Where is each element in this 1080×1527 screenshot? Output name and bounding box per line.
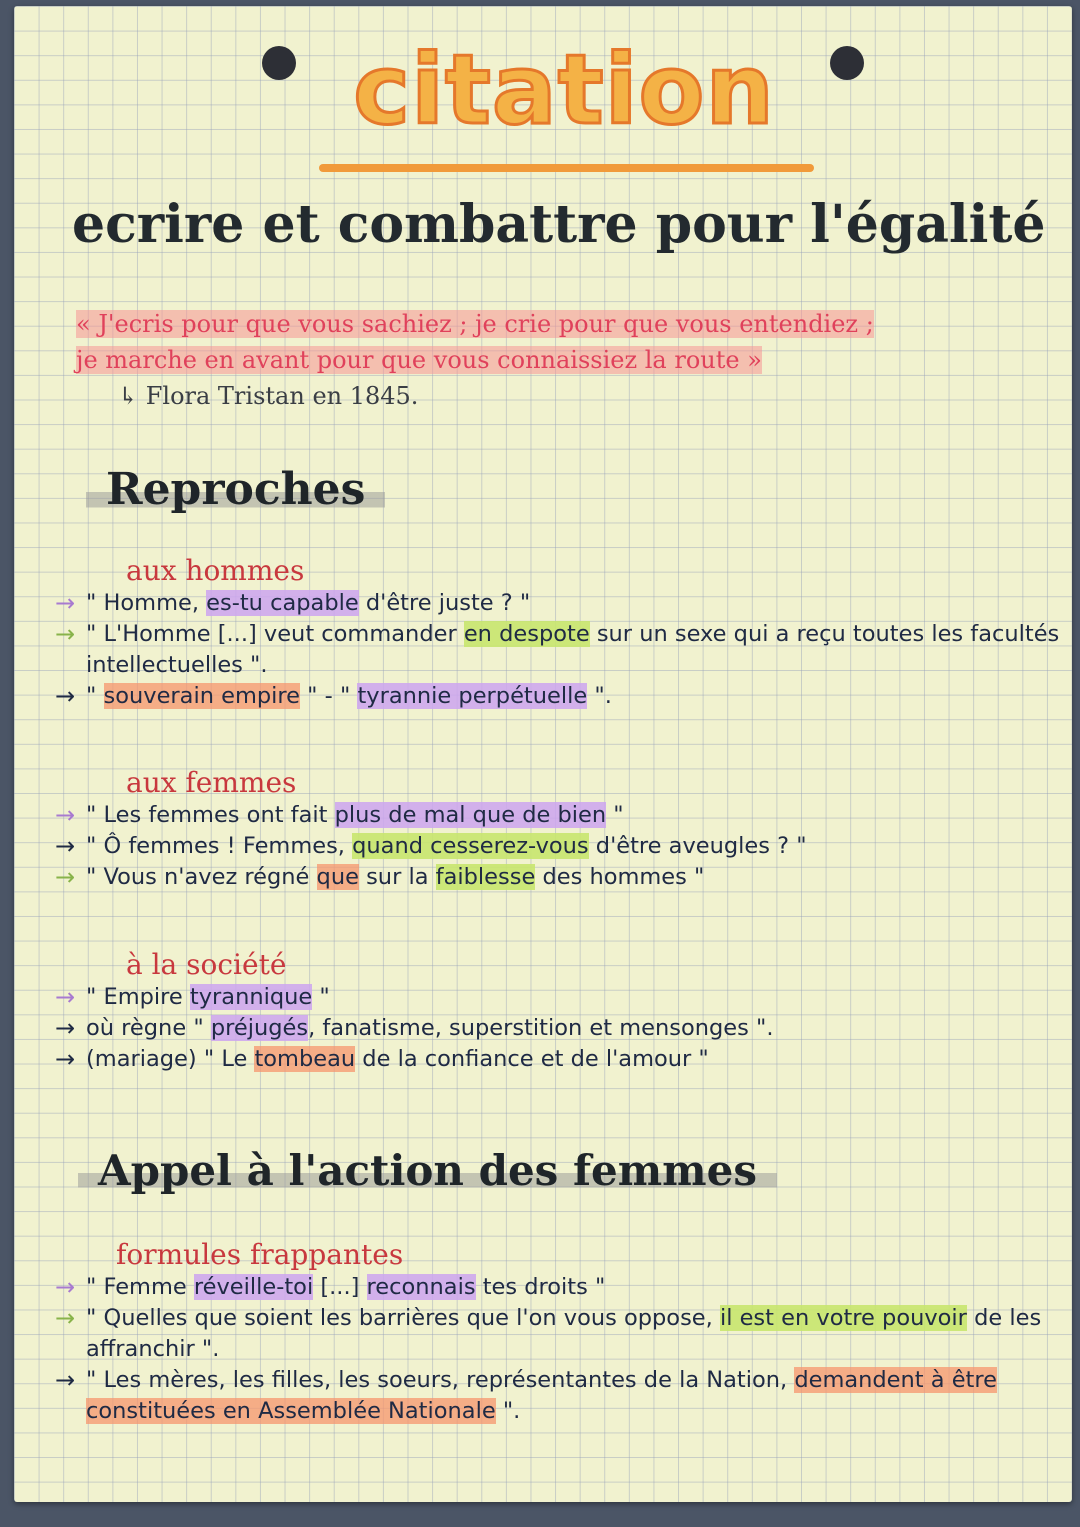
subsection-label-femmes: aux femmes (126, 766, 297, 799)
highlight: il est en votre pouvoir (719, 1305, 967, 1331)
item-text: sur un sexe qui a reçu toutes les facultés intellectuelles ". (86, 621, 1060, 678)
item-text: sur la (358, 864, 436, 890)
appel-section (44, 1238, 1064, 1427)
arrow-icon: → (54, 682, 76, 710)
item-text: " Quelles que soient les barrières que l'on vous oppose, (86, 1305, 720, 1331)
title-underline (319, 164, 814, 172)
item-text: d'être aveugles ? " (588, 833, 807, 859)
highlight: demandent à être constituées en Assemblée Nationale (86, 1367, 997, 1424)
item-text: " Ô femmes ! Femmes, (86, 833, 353, 859)
item-text: " (86, 683, 104, 709)
highlight: tombeau (254, 1046, 356, 1072)
item-text: tes droits " (475, 1274, 606, 1300)
item-text: [...] (313, 1274, 367, 1300)
item-text: " Femme (86, 1274, 194, 1300)
list-item (44, 982, 1064, 1013)
reproches-hommes (44, 554, 1064, 712)
list-item (44, 619, 1064, 681)
subsection-label-hommes: aux hommes (126, 554, 305, 587)
highlight: que (316, 864, 359, 890)
item-text: " Les mères, les filles, les soeurs, représentantes de la Nation, (86, 1367, 795, 1393)
list-item (44, 1303, 1064, 1365)
quote-author: ↳ Flora Tristan en 1845. (118, 382, 419, 410)
item-text: de les affranchir ". (86, 1305, 1042, 1362)
highlight: es-tu capable (206, 590, 359, 616)
list-item (44, 831, 1064, 862)
item-text: de la confiance et de l'amour " (355, 1046, 709, 1072)
arrow-icon: → (54, 983, 76, 1011)
highlight: faiblesse (435, 864, 536, 890)
arrow-icon: → (54, 863, 76, 891)
highlight: reconnais (366, 1274, 476, 1300)
arrow-icon: → (54, 801, 76, 829)
highlight: en despote (463, 621, 590, 647)
quote-line-2: je marche en avant pour que vous connaissiez la route » (76, 346, 762, 374)
item-text: , fanatisme, superstition et mensonges ". (308, 1015, 774, 1041)
item-text: ". (495, 1398, 521, 1424)
notebook-page (14, 6, 1072, 1502)
list-item (44, 862, 1064, 893)
arrow-icon: → (54, 589, 76, 617)
reproches-societe (44, 948, 1064, 1075)
item-text: (mariage) " Le (86, 1046, 255, 1072)
item-text: où règne " (86, 1015, 211, 1041)
item-text: d'être juste ? " (358, 590, 531, 616)
quote-block (76, 306, 1066, 414)
arrow-icon: → (54, 1304, 76, 1332)
list-item (44, 1013, 1064, 1044)
quote-line-1: « J'ecris pour que vous sachiez ; je crie pour que vous entendiez ; (76, 310, 874, 338)
list-item (44, 1365, 1064, 1427)
arrow-icon: → (54, 620, 76, 648)
section-appel-heading: Appel à l'action des femmes (78, 1146, 777, 1195)
item-text: " Les femmes ont fait (86, 802, 335, 828)
item-text: " - " (300, 683, 358, 709)
highlight: quand cesserez-vous (352, 833, 589, 859)
punch-hole-right (830, 46, 864, 80)
item-text: " Vous n'avez régné (86, 864, 317, 890)
item-text: des hommes " (535, 864, 705, 890)
arrow-icon: → (54, 1045, 76, 1073)
item-text: " (312, 984, 330, 1010)
arrow-icon: → (54, 1366, 76, 1394)
arrow-icon: → (54, 1014, 76, 1042)
list-item (44, 681, 1064, 712)
item-text: " Homme, (86, 590, 207, 616)
arrow-icon: → (54, 832, 76, 860)
highlight: plus de mal que de bien (334, 802, 607, 828)
list-item (44, 1272, 1064, 1303)
section-reproches-heading: Reproches (86, 464, 385, 515)
page-subtitle: ecrire et combattre pour l'égalité (72, 194, 1046, 255)
item-text: ". (587, 683, 612, 709)
arrow-icon: → (54, 1273, 76, 1301)
subsection-label-societe: à la société (126, 948, 287, 981)
highlight: tyrannie perpétuelle (357, 683, 588, 709)
highlight: préjugés (210, 1015, 309, 1041)
highlight: souverain empire (103, 683, 301, 709)
subsection-label-formules: formules frappantes (116, 1238, 404, 1271)
page-title: citation (353, 34, 775, 146)
list-item (44, 588, 1064, 619)
list-item (44, 800, 1064, 831)
item-text: " Empire (86, 984, 190, 1010)
item-text: " (606, 802, 624, 828)
punch-hole-left (262, 46, 296, 80)
highlight: tyrannique (189, 984, 313, 1010)
item-text: " L'Homme [...] veut commander (86, 621, 464, 647)
list-item (44, 1044, 1064, 1075)
reproches-femmes (44, 766, 1064, 893)
highlight: réveille-toi (193, 1274, 314, 1300)
